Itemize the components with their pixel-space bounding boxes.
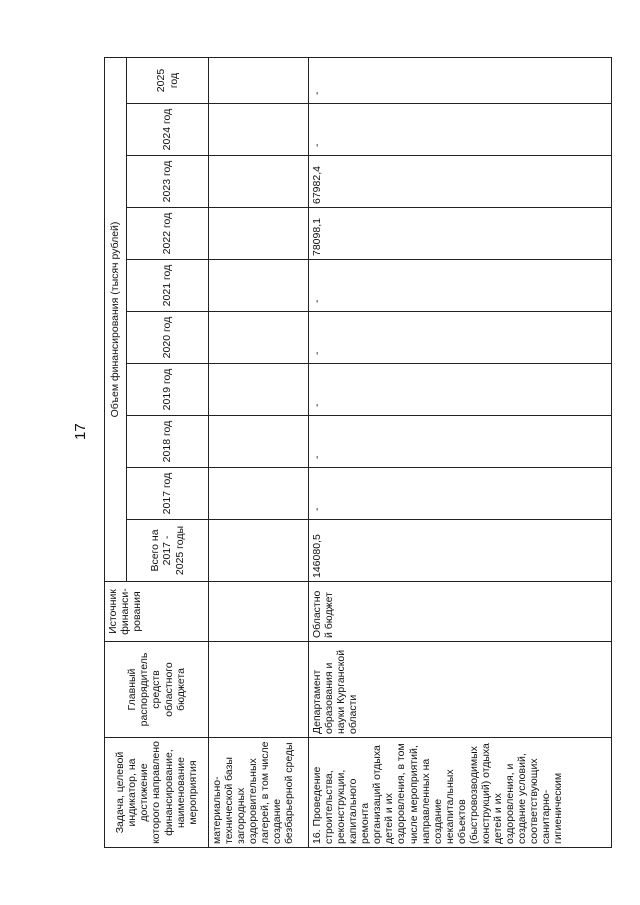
row2-year-value: -: [309, 416, 612, 468]
row2-task: 16. Проведение строительства, реконструкции, капитального ремонта организаций отдыха детей и их оздоровления, в том числе мероприятий, направленных на создание некапитальных объектов (быстровозводимых конструкций) отдыха детей и их оздоровления, и создание условий, соответствующих санитарно-гигиеническим: [309, 738, 612, 848]
page-number: 17: [72, 423, 89, 440]
row2-year-value: -: [309, 260, 612, 312]
header-volume: Объем финансирования (тысяч рублей): [105, 58, 127, 582]
header-year: 2022 год: [127, 208, 209, 260]
table-row: [309, 58, 612, 848]
header-year: 2019 год: [127, 364, 209, 416]
header-year: 2017 год: [127, 468, 209, 520]
row2-year-value: -: [309, 58, 612, 104]
header-year: 2021 год: [127, 260, 209, 312]
header-year: 2024 год: [127, 104, 209, 156]
table-row: [209, 58, 309, 848]
row2-year-value: -: [309, 104, 612, 156]
row1-source: [209, 582, 309, 642]
header-manager: Главный распорядитель средств областного бюджета: [105, 642, 209, 738]
row2-year-value: -: [309, 364, 612, 416]
row1-manager: [209, 642, 309, 738]
row2-manager: Департамент образования и науки Курганской области: [309, 642, 612, 738]
header-total: Всего на 2017 - 2025 годы: [127, 520, 209, 582]
row2-total: 146080,5: [309, 520, 612, 582]
row2-year-value: -: [309, 312, 612, 364]
financing-table: [104, 57, 612, 848]
row1-total: [209, 520, 309, 582]
header-row-1: [105, 58, 127, 848]
row2-year-value: 78098,1: [309, 208, 612, 260]
header-task: Задача, целевой индикатор, на достижение которого направлено финансирование, наименование мероприятия: [105, 738, 209, 848]
row1-task: материально-технической базы загородных оздоровительных лагерей, в том числе создание безбарьерной среды: [209, 738, 309, 848]
row2-source: Областной бюджет: [309, 582, 612, 642]
row2-year-value: 67982,4: [309, 156, 612, 208]
header-year: 2023 год: [127, 156, 209, 208]
header-year: 2018 год: [127, 416, 209, 468]
header-source: Источник финанси-рования: [105, 582, 209, 642]
rotated-table-container: [104, 58, 612, 848]
row2-year-value: -: [309, 468, 612, 520]
header-year: 2025 год: [127, 58, 209, 104]
header-year: 2020 год: [127, 312, 209, 364]
